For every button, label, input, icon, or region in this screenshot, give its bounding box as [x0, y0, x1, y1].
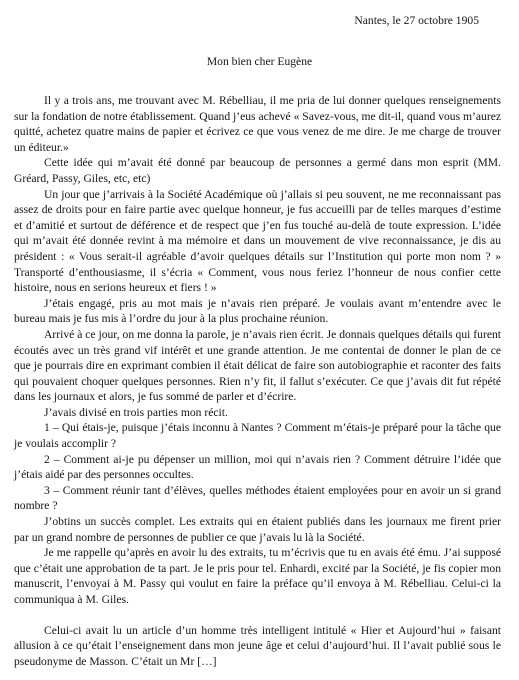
paragraph-3: Un jour que j’arrivais à la Société Académique où j’allais si peu souvent, ne me reconnaissant pas assez de droits pour en faire partie avec quelque honneur, je fus accueilli par de telles marques d’estime et d’amitié et surtout de déférence et de respect que j’en fus touché au-delà de toute expression. L’idée qui m’avait été donnée revint à ma mémoire et dans un mouvement de vive reconnaissance, je dis au président : « Vous serait-il agréable d’avoir quelques détails sur l’Institution qui porte mon nom ? » Transporté d’enthousiasme, il s’écria « Comment, vous nous feriez l’honneur de nous confier cette histoire, nous en serions heureux et fiers ! »: [14, 187, 501, 295]
paragraph-1: Il y a trois ans, me trouvant avec M. Rébelliau, il me pria de lui donner quelques renseignements sur la fondation de notre établissement. Quand j’eus achevé « Savez-vous, me dit-il, quand vous m’aurez quitté, achetez quatre mains de papier et écrivez ce que vous venez de me dire. Je me charge de trouver un éditeur.»: [14, 94, 501, 154]
list-item-2: 2 – Comment ai-je pu dépenser un million, moi qui n’avais rien ? Comment détruire l’idée que j’étais aidé par des personnes occultes.: [14, 452, 501, 482]
letter-body: [14, 93, 501, 669]
letter-salutation: Mon bien cher Eugène: [206, 55, 313, 68]
list-item-3: 3 – Comment réunir tant d’élèves, quelles méthodes étaient employées pour en avoir un si grand nombre ?: [14, 483, 501, 513]
letter-date: Nantes, le 27 octobre 1905: [354, 14, 479, 27]
paragraph-9: Celui-ci avait lu un article d’un homme très intelligent intitulé « Hier et Aujourd’hui » faisant allusion à ce qu’était l’enseignement dans mon jeune âge et celui d’aujourd’hui. Il l’avait publié sous le pseudonyme de Masson. C’était un Mr […]: [14, 623, 501, 668]
paragraph-5: Arrivé à ce jour, on me donna la parole, je n’avais rien écrit. Je donnais quelques détails qui furent écoutés avec un très grand vif intérêt et une grande attention. Je me contentai de donner le plan de ce que je pourrais dire en exprimant combien il était délicat de faire son autobiographie et raconter des faits qui pouvaient choquer quelques personnes. Rien n’y fit, il fallut s’exécuter. Ce que j’avais dit fut répété dans les journaux et alors, je fus sommé de parler et d’écrire.: [14, 327, 501, 404]
paragraph-7: J’obtins un succès complet. Les extraits qui en étaient publiés dans les journaux me firent prier par un grand nombre de personnes de publier ce que j’avais lu là la Société.: [14, 515, 501, 544]
paragraph-2: Cette idée qui m’avait été donné par beaucoup de personnes a germé dans mon esprit (MM. Gréard, Passy, Giles, etc, etc): [14, 156, 501, 185]
paragraph-8: Je me rappelle qu’après en avoir lu des extraits, tu m’écrivis que tu en avais été ému. J’ai supposé que c’était une approbation de ta part. Je le pris pour tel. Enhardi, excité par la Société, je fis copier mon manuscrit, l’envoyai à M. Passy qui voulut en faire la préface qu’il envoya à M. Rébelliau. Celui-ci la communiqua à M. Giles.: [14, 546, 501, 606]
paragraph-6: J’avais divisé en trois parties mon récit.: [44, 405, 228, 419]
paragraph-4: J’étais engagé, pris au mot mais je n’avais rien préparé. Je voulais avant m’entendre avec le bureau mais je fus mis à l’ordre du jour à la plus prochaine réunion.: [14, 296, 501, 326]
list-item-1: 1 – Qui étais-je, puisque j’étais inconnu à Nantes ? Comment m’étais-je préparé pour la tâche que je voulais accomplir ?: [14, 421, 501, 451]
